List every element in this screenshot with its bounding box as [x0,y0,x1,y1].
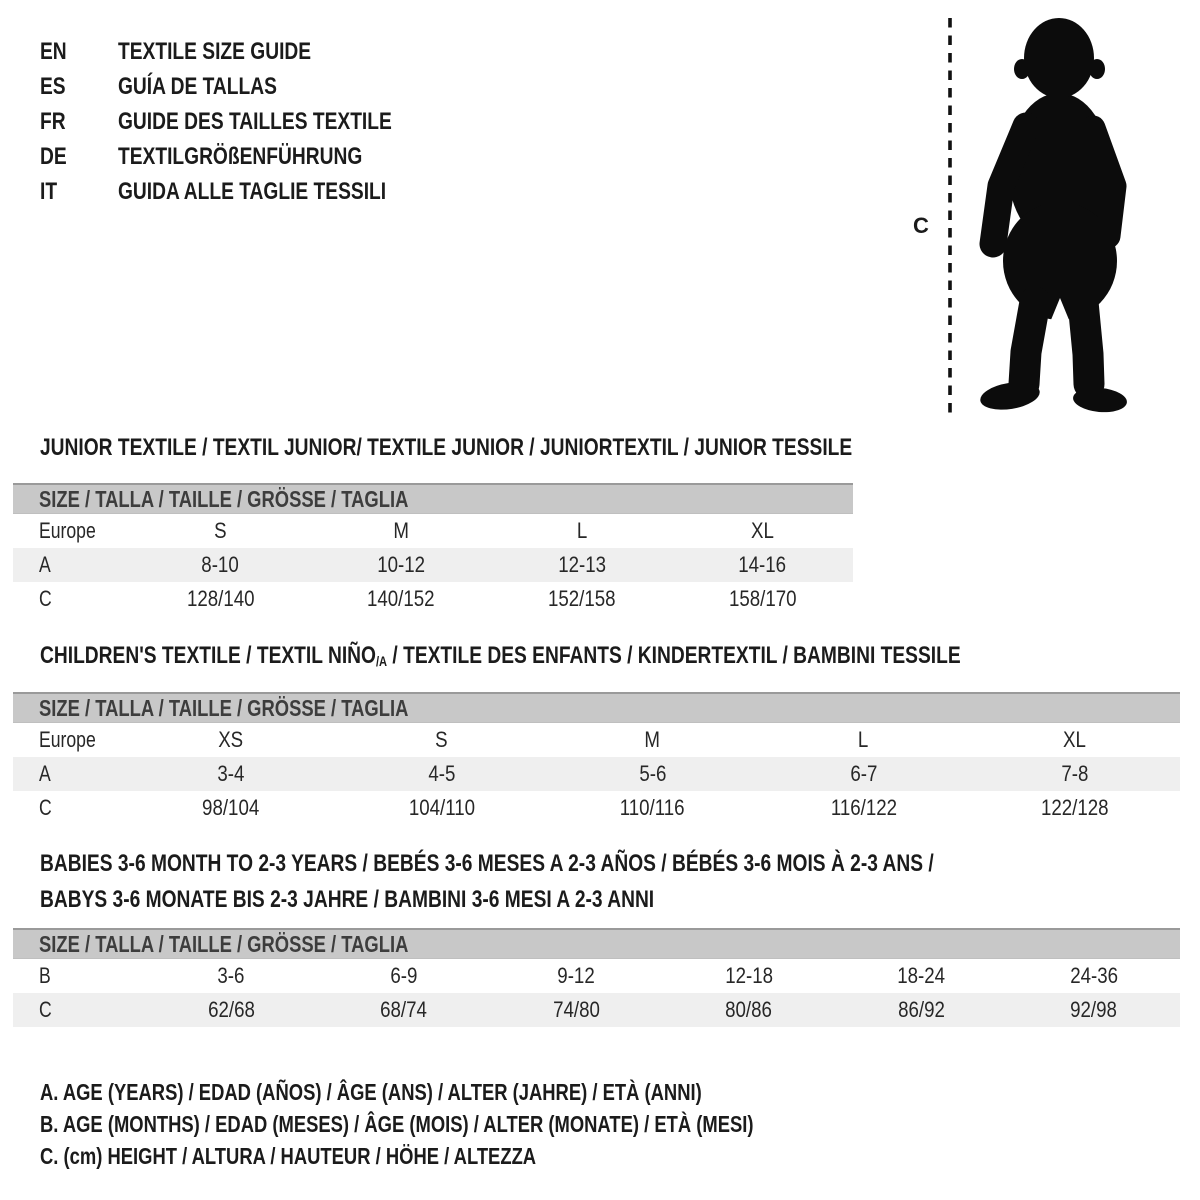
table-row-age-months [13,959,1180,993]
row-label: B [39,963,51,988]
toddler-silhouette-icon [962,14,1142,416]
size-cell: 116/122 [830,795,897,820]
language-title: GUÍA DE TALLAS [118,72,277,100]
language-code: ES [40,72,66,100]
size-cell: 10-12 [377,552,426,577]
legend-line-age-years: A. AGE (YEARS) / EDAD (AÑOS) / ÂGE (ANS) / ALTER (JAHRE) / ETÀ (ANNI) [40,1078,702,1105]
size-cell: L [858,727,869,752]
table-row-height [13,993,1180,1027]
language-title: TEXTILGRÖßENFÜHRUNG [118,142,363,170]
language-code: DE [40,142,67,170]
row-label: C [39,586,52,611]
language-code: IT [40,177,58,205]
table-row-sizes [13,723,1180,757]
height-measure-label: C [913,213,929,238]
legend-line-height: C. (cm) HEIGHT / ALTURA / HAUTEUR / HÖHE / ALTEZZA [40,1142,537,1169]
size-cell: 9-12 [557,963,595,988]
legend-line-age-months: B. AGE (MONTHS) / EDAD (MESES) / ÂGE (MOIS) / ALTER (MONATE) / ETÀ (MESI) [40,1110,754,1137]
language-title: TEXTILE SIZE GUIDE [118,37,312,65]
size-cell: M [393,518,409,543]
language-row [40,139,460,174]
size-cell: 14-16 [738,552,787,577]
row-label: A [39,761,51,786]
language-row [40,174,460,209]
size-cell: 3-6 [217,963,245,988]
size-cell: M [644,727,661,752]
table-header-bar: SIZE / TALLA / TAILLE / GRÖSSE / TAGLIA [13,483,853,514]
size-cell: 5-6 [638,761,667,786]
language-code: FR [40,107,66,135]
junior-size-table [13,483,853,616]
row-label: C [39,795,52,820]
size-cell: S [435,727,448,752]
size-cell: 128/140 [186,586,255,611]
size-cell: 110/116 [620,795,685,820]
size-cell: 18-24 [897,963,946,988]
size-cell: 6-9 [390,963,418,988]
language-row [40,69,460,104]
row-label: C [39,997,52,1022]
size-cell: XL [1063,727,1086,752]
table-header-bar: SIZE / TALLA / TAILLE / GRÖSSE / TAGLIA [13,692,1180,723]
size-cell: 12-13 [557,552,606,577]
table-row-sizes [13,514,853,548]
row-label: Europe [39,727,96,752]
size-cell: 122/128 [1040,795,1109,820]
row-label: A [39,552,51,577]
size-cell: 104/110 [408,795,475,820]
size-cell: 74/80 [552,997,600,1022]
size-cell: 80/86 [725,997,773,1022]
section-title-babies-line2: BABYS 3-6 MONATE BIS 2-3 JAHRE / BAMBINI 3-6 MESI A 2-3 ANNI [40,886,655,913]
table-header-bar: SIZE / TALLA / TAILLE / GRÖSSE / TAGLIA [13,928,1180,959]
size-cell: 98/104 [201,795,260,820]
language-code: EN [40,37,67,65]
row-label: Europe [39,518,96,543]
table-row-height [13,791,1180,825]
size-cell: 140/152 [367,586,435,611]
size-cell: 62/68 [207,997,255,1022]
size-cell: 152/158 [548,586,616,611]
section-title-babies-line1: BABIES 3-6 MONTH TO 2-3 YEARS / BEBÉS 3-6 MESES A 2-3 AÑOS / BÉBÉS 3-6 MOIS À 2-3 ANS / [40,850,934,877]
size-cell: 8-10 [201,552,240,577]
size-cell: S [214,518,227,543]
height-dashed-line [946,15,954,419]
size-cell: 7-8 [1060,761,1089,786]
language-title: GUIDE DES TAILLES TEXTILE [118,107,392,135]
legend [40,1076,932,1172]
language-row [40,34,460,69]
size-cell: 3-4 [216,761,245,786]
title-subscript: /A [375,652,388,669]
language-header [40,34,460,209]
size-cell: L [576,518,588,543]
size-cell: 92/98 [1070,997,1118,1022]
table-row-height [13,582,853,616]
size-cell: 6-7 [849,761,878,786]
babies-size-table [13,928,1180,1027]
table-row-age [13,757,1180,791]
language-title: GUIDA ALLE TAGLIE TESSILI [118,177,387,205]
size-cell: 24-36 [1069,963,1118,988]
language-row [40,104,460,139]
section-title-children: CHILDREN'S TEXTILE / TEXTIL NIÑO/A / TEXTILE DES ENFANTS / KINDERTEXTIL / BAMBINI TESSILE [40,642,961,669]
size-cell: XS [218,727,243,752]
size-cell: 12-18 [724,963,773,988]
size-cell: 68/74 [380,997,428,1022]
size-cell: 4-5 [427,761,456,786]
size-cell: 86/92 [897,997,945,1022]
table-row-age [13,548,853,582]
size-cell: XL [751,518,775,543]
size-cell: 158/170 [728,586,797,611]
children-size-table [13,692,1180,825]
section-title-junior: JUNIOR TEXTILE / TEXTIL JUNIOR/ TEXTILE JUNIOR / JUNIORTEXTIL / JUNIOR TESSILE [40,434,853,461]
